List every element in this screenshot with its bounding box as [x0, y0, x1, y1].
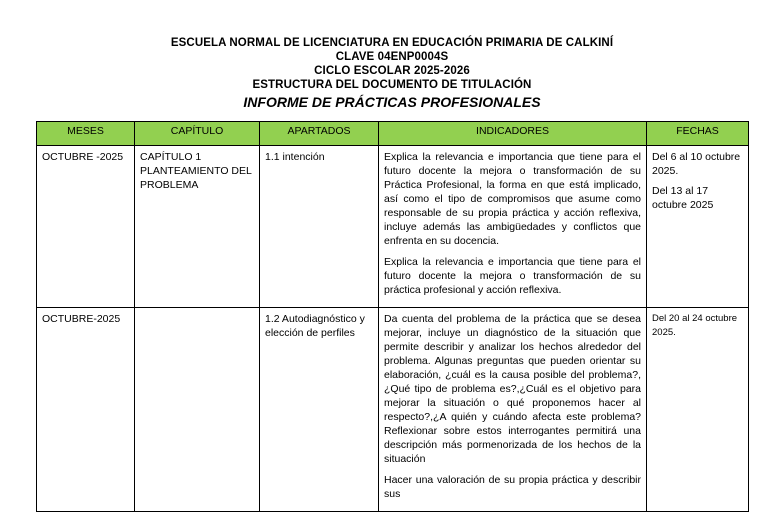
- document-header: [0, 36, 784, 111]
- indicador-text: Hacer una valoración de su propia práctica y describir sus: [384, 474, 641, 500]
- fecha-text: Del 13 al 17 octubre 2025: [652, 185, 714, 211]
- cell-fechas: [647, 146, 749, 308]
- report-subtitle: INFORME DE PRÁCTICAS PROFESIONALES: [243, 94, 541, 110]
- cell-mes: OCTUBRE -2025: [37, 146, 135, 308]
- table-header-row: [37, 122, 749, 146]
- indicador-text: Explica la relevancia e importancia que tiene para el futuro docente la mejora o transformación de su Práctica Profesional, la forma en que está implicado, así como el tipo de compromisos que asume como responsable de su propia práctica y acción reflexiva, incluye además las ambigüedades y conflictos que enfrenta en su docencia.: [384, 151, 641, 247]
- fecha-text: Del 6 al 10 octubre 2025.: [652, 151, 741, 177]
- school-name: ESCUELA NORMAL DE LICENCIATURA EN EDUCACIÓN PRIMARIA DE CALKINÍ: [170, 37, 614, 49]
- indicador-text: Da cuenta del problema de la práctica que se desea mejorar, incluye un diagnóstico de la situación que permite describir y analizar los hechos alrededor del problema. Algunas preguntas que pueden orientar su elaboración, ¿cuál es la causa posible del problema?,¿Qué tipo de problema es?,¿Cuál es el objetivo para mejorar la situación o qué proponemos hacer al respecto?,¿A quién y cuándo afecta este problema? Reflexionar sobre estos interrogantes permitirá una descripción más pormenorizada de los hechos de la situación: [384, 313, 641, 465]
- table-row: [37, 308, 749, 512]
- column-header-meses: MESES: [37, 122, 135, 146]
- school-key: CLAVE 04ENP0004S: [335, 51, 449, 63]
- column-header-apartados: APARTADOS: [260, 122, 379, 146]
- cell-mes: OCTUBRE-2025: [37, 308, 135, 512]
- schedule-table: [36, 121, 749, 512]
- document-structure-title: ESTRUCTURA DEL DOCUMENTO DE TITULACIÓN: [252, 79, 532, 91]
- fecha-text: Del 20 al 24 octubre 2025.: [652, 313, 738, 338]
- indicador-text: Explica la relevancia e importancia que tiene para el futuro docente la mejora o transformación de su práctica profesional y acción reflexiva.: [384, 256, 641, 296]
- cell-apartado: 1.1 intención: [260, 146, 379, 308]
- column-header-indicadores: INDICADORES: [379, 122, 647, 146]
- cell-indicadores: [379, 146, 647, 308]
- school-cycle: CICLO ESCOLAR 2025-2026: [314, 65, 470, 77]
- cell-indicadores: [379, 308, 647, 512]
- cell-fechas: [647, 308, 749, 512]
- cell-capitulo: [135, 308, 260, 512]
- column-header-fechas: FECHAS: [647, 122, 749, 146]
- cell-capitulo: CAPÍTULO 1 PLANTEAMIENTO DEL PROBLEMA: [135, 146, 260, 308]
- table-row: [37, 146, 749, 308]
- cell-apartado: 1.2 Autodiagnóstico y elección de perfiles: [260, 308, 379, 512]
- column-header-capitulo: CAPÍTULO: [135, 122, 260, 146]
